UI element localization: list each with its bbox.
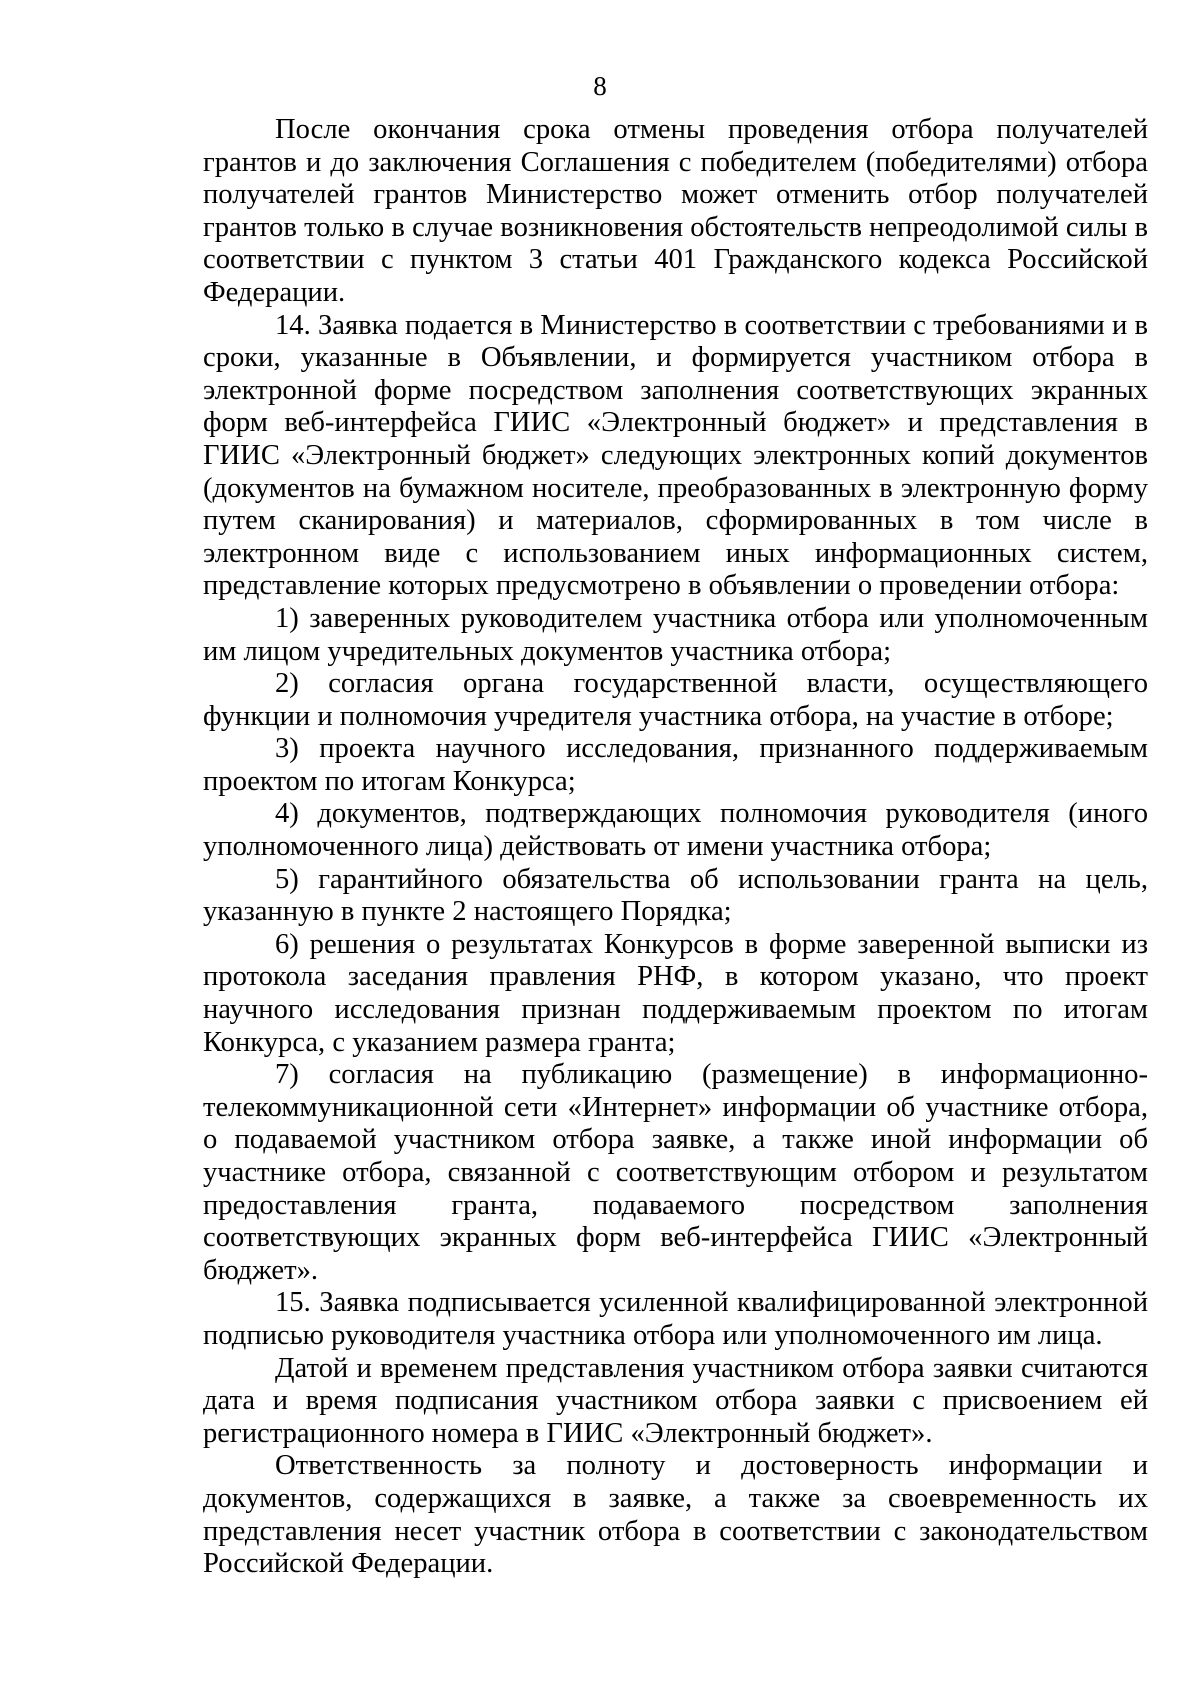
list-item-7-publication-consent: 7) согласия на публикацию (размещение) в информационно-телекоммуникационной сети «Интернет» информации об участнике отбора, о подаваемой участником отбора заявке, а также иной информации об участнике отбора, связанной с соответствующим отбором и результатом предоставления гранта, подаваемого посредством заполнения соответствующих экранных форм веб-интерфейса ГИИС «Электронный бюджет». — [203, 1059, 1148, 1286]
list-item-2-authority-consent: 2) согласия органа государственной власти, осуществляющего функции и полномочия учредителя участника отбора, на участие в отборе; — [203, 668, 1148, 732]
paragraph-submission-datetime: Датой и временем представления участником отбора заявки считаются дата и время подписания участником отбора заявки с присвоением ей регистрационного номера в ГИИС «Электронный бюджет». — [203, 1352, 1148, 1449]
list-item-3-research-project: 3) проекта научного исследования, признанного поддерживаемым проектом по итогам Конкурса; — [203, 733, 1148, 797]
list-item-1-founding-documents: 1) заверенных руководителем участника отбора или уполномоченным им лицом учредительных документов участника отбора; — [203, 602, 1148, 667]
page-number: 8 — [593, 71, 607, 101]
document-body — [203, 114, 1148, 1581]
paragraph-15-signature: 15. Заявка подписывается усиленной квалифицированной электронной подписью руководителя участника отбора или уполномоченного им лица. — [203, 1287, 1148, 1351]
paragraph-grant-cancellation: После окончания срока отмены проведения отбора получателей грантов и до заключения Соглашения с победителем (победителями) отбора получателей грантов Министерство может отменить отбор получателей грантов только в случае возникновения обстоятельств непреодолимой силы в соответствии с пунктом 3 статьи 401 Гражданского кодекса Российской Федерации. — [203, 114, 1148, 308]
list-item-4-authority-documents: 4) документов, подтверждающих полномочия руководителя (иного уполномоченного лица) действовать от имени участника отбора; — [203, 798, 1148, 863]
paragraph-responsibility: Ответственность за полноту и достоверность информации и документов, содержащихся в заявке, а также за своевременность их представления несет участник отбора в соответствии с законодательством Российской Федерации. — [203, 1450, 1148, 1580]
paragraph-14-application-submission: 14. Заявка подается в Министерство в соответствии с требованиями и в сроки, указанные в Объявлении, и формируется участником отбора в электронной форме посредством заполнения соответствующих экранных форм веб-интерфейса ГИИС «Электронный бюджет» и представления в ГИИС «Электронный бюджет» следующих электронных копий документов (документов на бумажном носителе, преобразованных в электронную форму путем сканирования) и материалов, сформированных в том числе в электронном виде с использованием иных информационных систем, представление которых предусмотрено в объявлении о проведении отбора: — [203, 309, 1148, 602]
list-item-6-contest-decision: 6) решения о результатах Конкурсов в форме заверенной выписки из протокола заседания правления РНФ, в котором указано, что проект научного исследования признан поддерживаемым проектом по итогам Конкурса, с указанием размера гранта; — [203, 928, 1148, 1058]
list-item-5-guarantee-obligation: 5) гарантийного обязательства об использовании гранта на цель, указанную в пункте 2 настоящего Порядка; — [203, 863, 1148, 928]
